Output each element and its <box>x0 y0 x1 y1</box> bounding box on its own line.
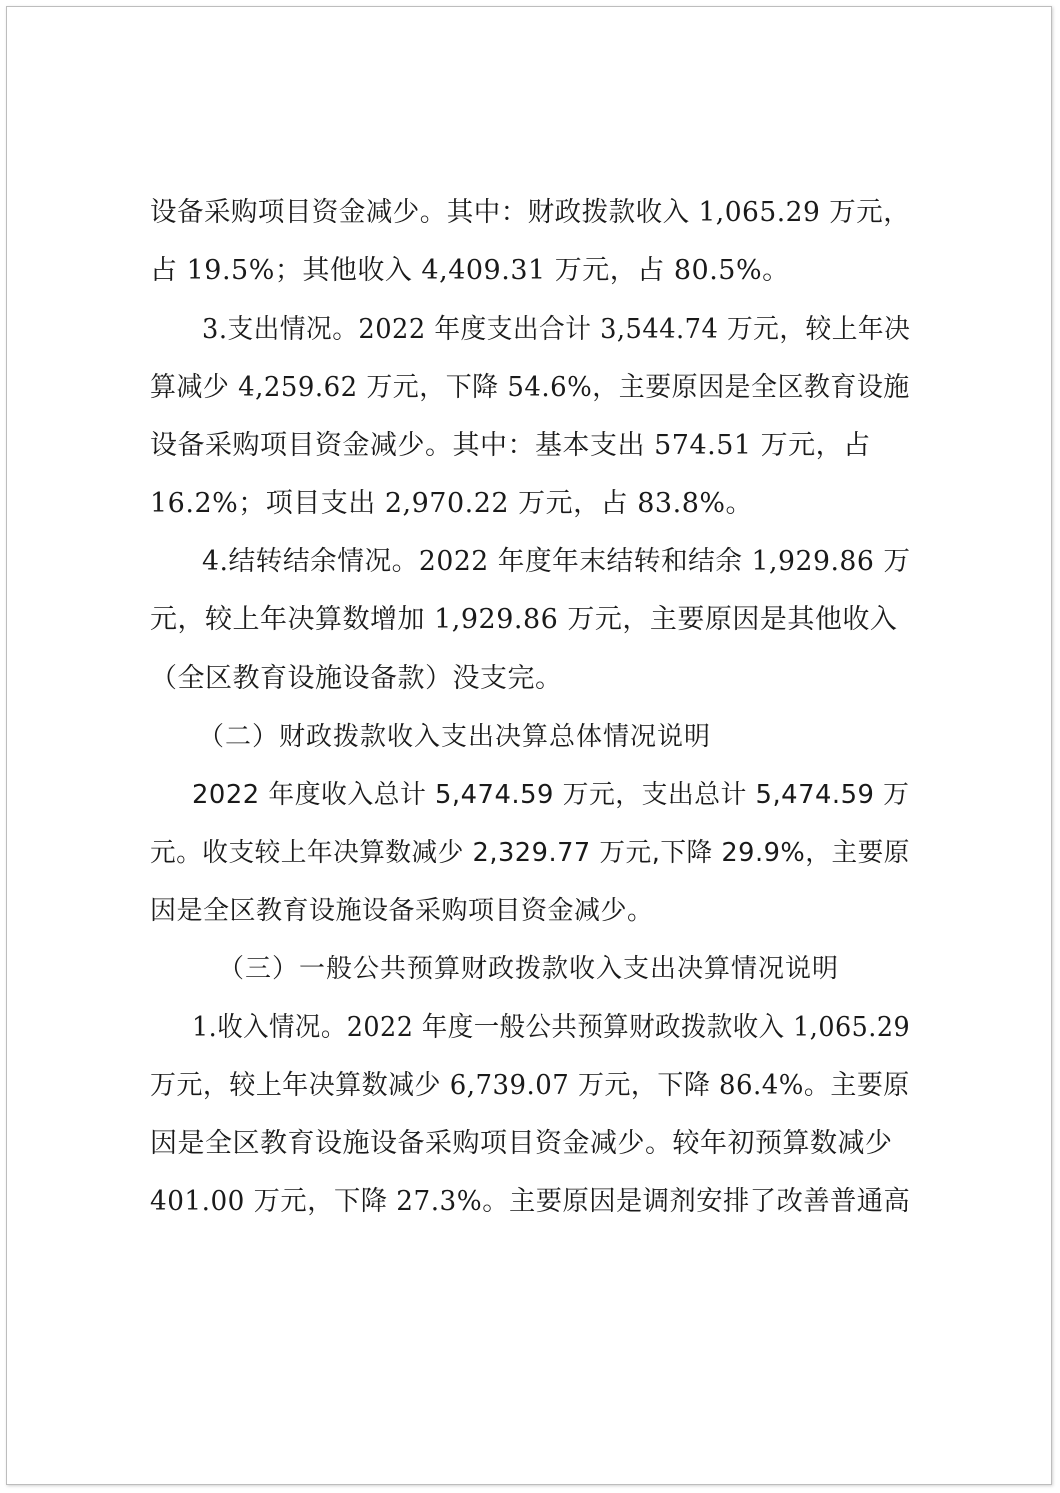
section-heading-2: （二）财政拨款收入支出决算总体情况说明 <box>198 722 712 752</box>
paragraph-expenditure-line-1: 3.支出情况。2022 年度支出合计 3,544.74 万元，较上年决 <box>202 314 911 345</box>
paragraph-carryover-line-2: 元，较上年决算数增加 1,929.86 万元，主要原因是其他收入 <box>150 604 898 635</box>
paragraph-expenditure-line-2: 算减少 4,259.62 万元，下降 54.6%，主要原因是全区教育设施 <box>150 372 910 403</box>
paragraph-expenditure-line-4: 16.2%；项目支出 2,970.22 万元，占 83.8%。 <box>150 488 754 519</box>
paragraph-income-line-2: 万元，较上年决算数减少 6,739.07 万元，下降 86.4%。主要原 <box>150 1070 910 1101</box>
paragraph-carryover-line-3: （全区教育设施设备款）没支完。 <box>150 663 563 694</box>
body-line-1: 设备采购项目资金减少。其中：财政拨款收入 1,065.29 万元， <box>150 197 911 228</box>
paragraph-income-line-3: 因是全区教育设施设备采购项目资金减少。较年初预算数减少 <box>150 1128 893 1159</box>
paragraph-income-line-4: 401.00 万元，下降 27.3%。主要原因是调剂安排了改善普通高 <box>150 1186 911 1217</box>
document-page <box>6 6 1052 1485</box>
paragraph-income-line-1: 1.收入情况。2022 年度一般公共预算财政拨款收入 1,065.29 <box>192 1012 911 1043</box>
paragraph-overall-line-1: 2022 年度收入总计 5,474.59 万元，支出总计 5,474.59 万 <box>192 780 910 810</box>
paragraph-overall-line-3: 因是全区教育设施设备采购项目资金减少。 <box>150 896 654 926</box>
paragraph-expenditure-line-3: 设备采购项目资金减少。其中：基本支出 574.51 万元，占 <box>150 430 871 461</box>
body-line-2: 占 19.5%；其他收入 4,409.31 万元，占 80.5%。 <box>150 255 790 286</box>
paragraph-overall-line-2: 元。收支较上年决算数减少 2,329.77 万元,下降 29.9%，主要原 <box>150 838 910 868</box>
paragraph-carryover-line-1: 4.结转结余情况。2022 年度年末结转和结余 1,929.86 万 <box>202 546 911 577</box>
section-heading-3: （三）一般公共预算财政拨款收入支出决算情况说明 <box>218 954 840 984</box>
